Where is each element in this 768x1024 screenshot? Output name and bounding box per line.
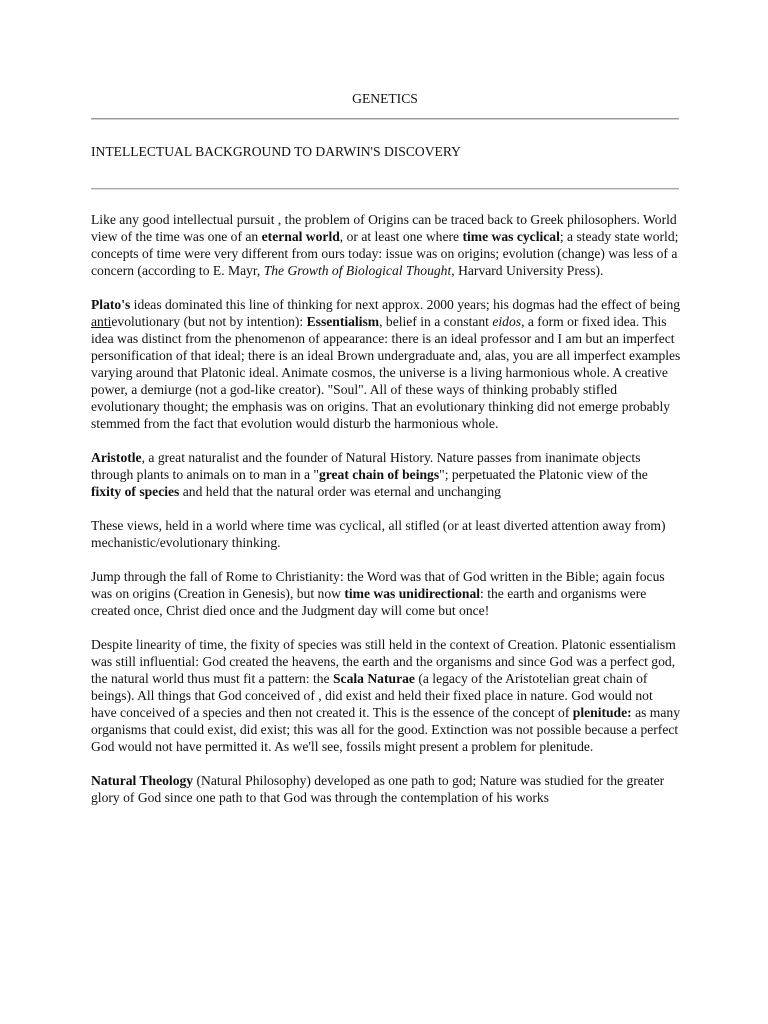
title-divider xyxy=(91,118,679,120)
paragraph-plato: Plato's ideas dominated this line of thinking for next approx. 2000 years; his dogmas had the effect of being antievolutionary (but not by intention): Essentialism, belief in a constant eidos, a form or fixed idea. This idea was distinct from the phenomenon of appearance: there is an ideal professor and I am but an imperfect personification of that ideal; there is an ideal Brown undergraduate and, alas, you are all imperfect examples varying around that Platonic ideal. Animate cosmos, the universe is a living harmonious whole. A creative power, a demiurge (not a god-like creator). "Soul". All of these ways of thinking probably stifled evolutionary thought; the emphasis was on origins. That an evolutionary thinking did not emerge probably stemmed from the fact that evolution would disturb the harmonious whole. xyxy=(91,297,681,431)
paragraph-aristotle: Aristotle, a great naturalist and the founder of Natural History. Nature passes from inanimate objects through plants to animals on to man in a "great chain of beings"; perpetuated the Platonic view of the fixity of species and held that the natural order was eternal and unchanging xyxy=(91,450,648,499)
paragraph-cyclical-views: These views, held in a world where time was cyclical, all stifled (or at least diverted attention away from) mechanistic/evolutionary thinking. xyxy=(91,518,666,550)
body-text xyxy=(91,211,681,823)
paragraph-christianity: Jump through the fall of Rome to Christianity: the Word was that of God written in the Bible; again focus was on origins (Creation in Genesis), but now time was unidirectional: the earth and organisms were created once, Christ died once and the Judgment day will come but once! xyxy=(91,569,665,618)
section-divider xyxy=(91,188,679,190)
paragraph-origins: Like any good intellectual pursuit , the problem of Origins can be traced back to Greek philosophers. World view of the time was one of an eternal world, or at least one where time was cyclical; a steady state world; concepts of time were very different from ours today: issue was on origins; evolution (change) was less of a concern (according to E. Mayr, The Growth of Biological Thought, Harvard University Press). xyxy=(91,212,679,278)
paragraph-creation: Despite linearity of time, the fixity of species was still held in the context of Creation. Platonic essentialism was still influential: God created the heavens, the earth and the organisms and since God was a perfect god, the natural world thus must fit a pattern: the Scala Naturae (a legacy of the Aristotelian great chain of beings). All things that God conceived of , did exist and held their fixed place in nature. God would not have conceived of a species and then not created it. This is the essence of the concept of plenitude: as many organisms that could exist, did exist; this was all for the good. Extinction was not possible because a perfect God would not have permitted it. As we'll see, fossils might present a problem for plenitude. xyxy=(91,637,681,754)
document-title: GENETICS xyxy=(352,91,418,106)
section-heading: INTELLECTUAL BACKGROUND TO DARWIN'S DISCOVERY xyxy=(91,144,461,159)
paragraph-natural-theology: Natural Theology (Natural Philosophy) developed as one path to god; Nature was studied for the greater glory of God since one path to that God was through the contemplation of his works xyxy=(91,773,665,805)
